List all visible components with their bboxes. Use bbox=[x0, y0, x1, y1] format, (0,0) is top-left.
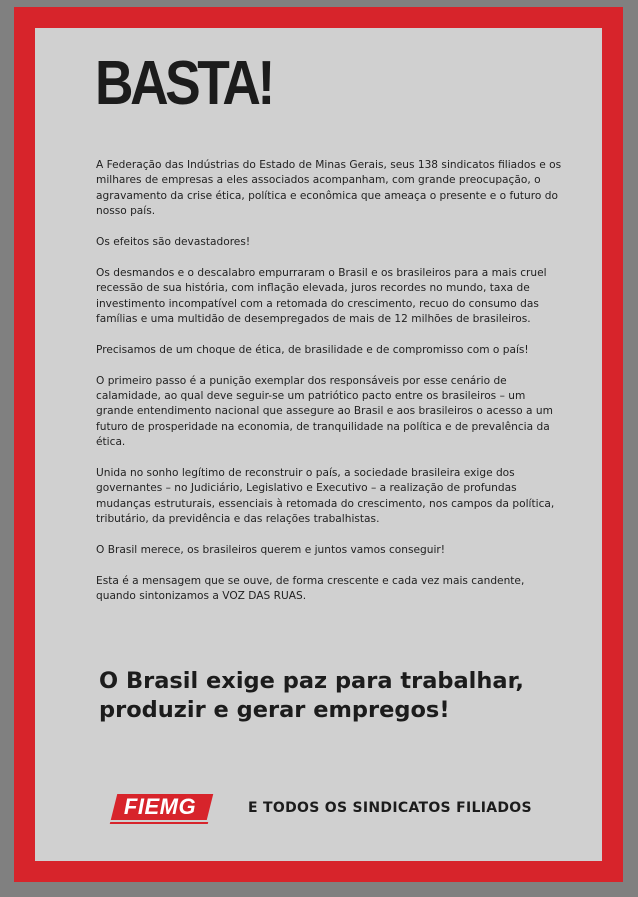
paragraph-3: Os desmandos e o descalabro empurraram o Brasil e os brasileiros para a mais cruel recessão de sua história, com inflação elevada, juros recordes no mundo, taxa de investimento incompatível com a retomada do crescimento, recuo do consumo das famílias e uma multidão de desempregados de mais de 12 milhões de brasileiros. bbox=[96, 266, 547, 326]
signatories-label: E TODOS OS SINDICATOS FILIADOS bbox=[248, 800, 532, 816]
paragraph-1: A Federação das Indústrias do Estado de Minas Gerais, seus 138 sindicatos filiados e os milhares de empresas a eles associados acompanham, com grande preocupação, o agravamento da crise ética, política e econômica que ameaça o presente e o futuro do nosso país. bbox=[96, 159, 562, 218]
logo-underline bbox=[110, 822, 208, 824]
closing-statement: O Brasil exige paz para trabalhar, produzir e gerar empregos! bbox=[99, 668, 524, 723]
fiemg-logo bbox=[108, 794, 212, 822]
logo-text: FIEMG bbox=[123, 794, 197, 819]
paragraph-2: Os efeitos são devastadores! bbox=[96, 236, 251, 249]
footer bbox=[108, 794, 532, 822]
headline: BASTA! bbox=[95, 49, 272, 118]
red-border-frame bbox=[14, 7, 623, 882]
paragraph-5: O primeiro passo é a punição exemplar dos responsáveis por esse cenário de calamidade, ao qual deve seguir-se um patriótico pacto entre os brasileiros – um grande entendimento nacional que assegure ao Brasil e aos brasileiros o acesso a um futuro de prosperidade na economia, de tranquilidade na política e de prevalência da ética. bbox=[96, 374, 553, 449]
paragraph-8: Esta é a mensagem que se ouve, de forma crescente e cada vez mais candente, quando sintonizamos a VOZ DAS RUAS. bbox=[96, 574, 525, 603]
paragraph-6: Unida no sonho legítimo de reconstruir o país, a sociedade brasileira exige dos governantes – no Judiciário, Legislativo e Executivo – a realização de profundas mudanças estruturais, essenciais à retomada do crescimento, nos campos da política, tributário, da previdência e das relações trabalhistas. bbox=[96, 467, 555, 526]
content-panel bbox=[35, 28, 602, 861]
body-text bbox=[96, 158, 566, 620]
paragraph-4: Precisamos de um choque de ética, de brasilidade e de compromisso com o país! bbox=[96, 343, 529, 356]
paragraph-7: O Brasil merece, os brasileiros querem e juntos vamos conseguir! bbox=[96, 544, 445, 557]
